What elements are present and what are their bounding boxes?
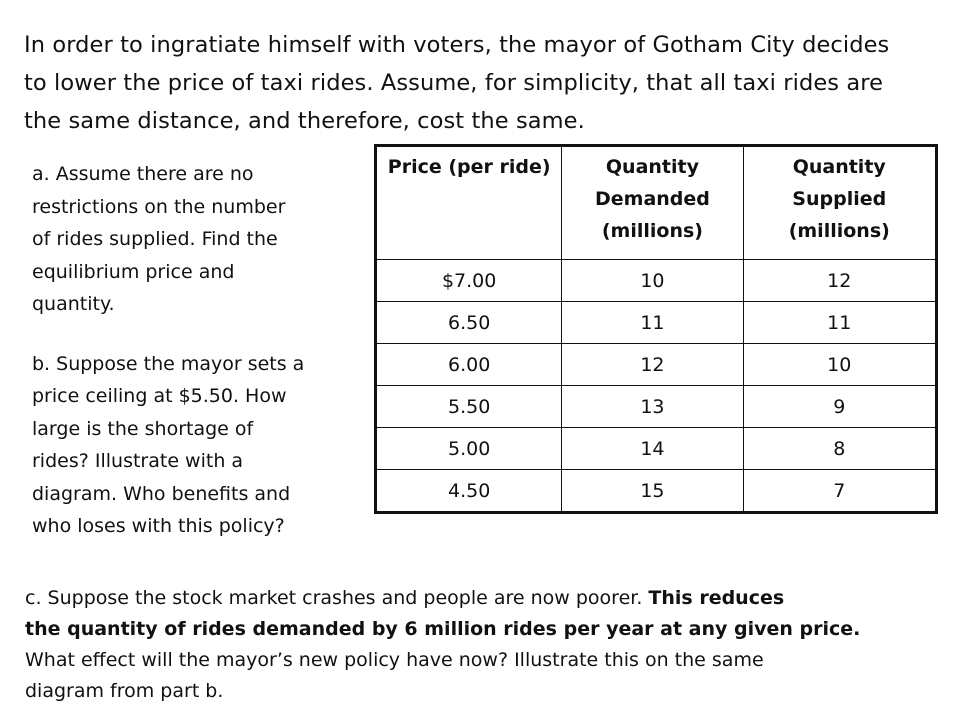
question-c-line: [25, 583, 925, 614]
header-qs-line: Quantity: [792, 156, 886, 178]
quantity-demanded-cell: 14: [562, 428, 743, 470]
header-quantity-demanded: [562, 146, 743, 260]
price-cell: 5.50: [376, 386, 562, 428]
question-a-line: quantity.: [32, 293, 115, 315]
table-row: [376, 428, 937, 470]
quantity-demanded-cell: 15: [562, 470, 743, 513]
quantity-demanded-cell: 12: [562, 344, 743, 386]
header-qd-line: Quantity: [605, 156, 699, 178]
question-b-line: price ceiling at $5.50. How: [32, 385, 287, 407]
supply-demand-table: [374, 144, 938, 514]
header-price: Price (per ride): [376, 146, 562, 260]
quantity-supplied-cell: 9: [743, 386, 936, 428]
quantity-supplied-cell: 10: [743, 344, 936, 386]
question-c-emphasis: the quantity of rides demanded by 6 million rides per year at any given price.: [25, 618, 861, 640]
header-quantity-supplied: [743, 146, 936, 260]
quantity-demanded-cell: 13: [562, 386, 743, 428]
table-header-row: [376, 146, 937, 260]
quantity-supplied-cell: 11: [743, 302, 936, 344]
question-b-line: diagram. Who benefits and: [32, 482, 291, 505]
table-row: [376, 302, 937, 344]
price-cell: 6.00: [376, 344, 562, 386]
question-a: [32, 158, 352, 321]
quantity-supplied-cell: 12: [743, 260, 936, 302]
question-a-line: restrictions on the number: [32, 195, 286, 218]
header-qs-line: Supplied: [792, 188, 887, 210]
table-row: [376, 344, 937, 386]
price-cell: $7.00: [376, 260, 562, 302]
question-a-line: of rides supplied. Find the: [32, 228, 278, 250]
header-qd-line: (millions): [601, 220, 703, 242]
intro-line: In order to ingratiate himself with voters, the mayor of Gotham City decides: [24, 32, 890, 58]
question-a-line: equilibrium price and: [32, 260, 235, 283]
table-row: [376, 260, 937, 302]
question-c: [25, 583, 925, 707]
header-qd-line: Demanded: [594, 188, 710, 210]
quantity-supplied-cell: 7: [743, 470, 936, 513]
question-b-line: large is the shortage of: [32, 417, 254, 440]
question-b-line: who loses with this policy?: [32, 515, 285, 537]
question-b-line: rides? Illustrate with a: [32, 450, 244, 472]
table-row: [376, 386, 937, 428]
header-qs-line: (millions): [788, 220, 890, 242]
price-cell: 5.00: [376, 428, 562, 470]
question-b-line: b. Suppose the mayor sets a: [32, 352, 305, 375]
intro-paragraph: [24, 26, 944, 140]
questions-column: [32, 158, 352, 543]
question-c-emphasis: This reduces: [648, 587, 785, 609]
table-row: [376, 470, 937, 513]
intro-line: to lower the price of taxi rides. Assume, for simplicity, that all taxi rides are: [24, 70, 884, 96]
quantity-supplied-cell: 8: [743, 428, 936, 470]
price-cell: 4.50: [376, 470, 562, 513]
intro-line: the same distance, and therefore, cost the same.: [24, 108, 585, 134]
quantity-demanded-cell: 10: [562, 260, 743, 302]
question-c-text: c. Suppose the stock market crashes and people are now poorer.: [25, 587, 649, 609]
question-a-line: a. Assume there are no: [32, 163, 254, 185]
question-c-line: diagram from part b.: [25, 680, 224, 702]
price-cell: 6.50: [376, 302, 562, 344]
question-c-line: [25, 614, 925, 645]
question-c-line: What effect will the mayor’s new policy have now? Illustrate this on the same: [25, 649, 764, 671]
quantity-demanded-cell: 11: [562, 302, 743, 344]
question-b: [32, 348, 352, 543]
